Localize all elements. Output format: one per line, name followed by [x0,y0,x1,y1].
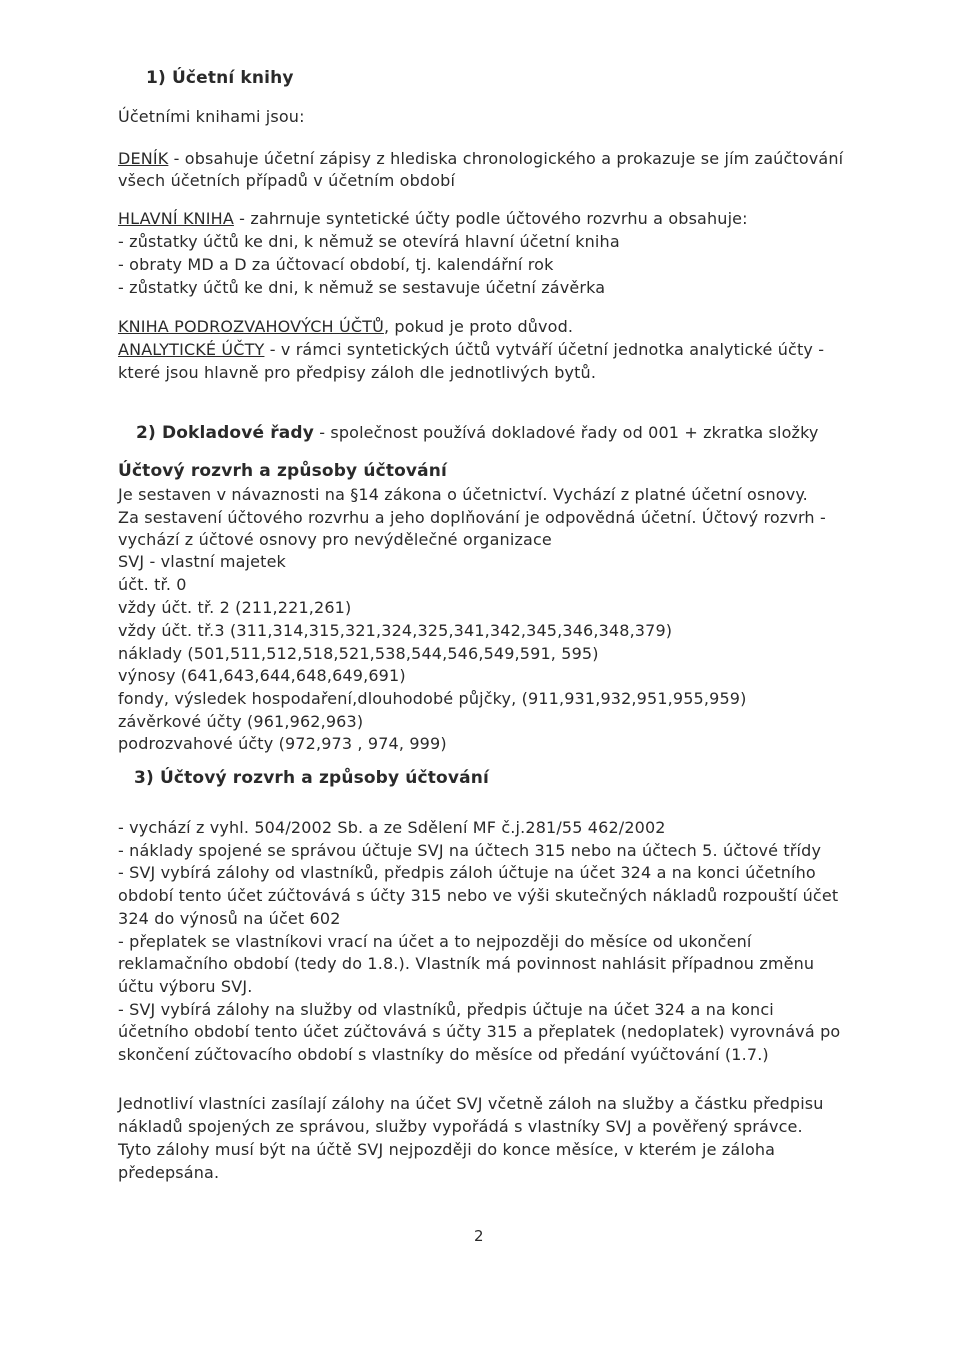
sec3-line: - SVJ vybírá zálohy na služby od vlastníků, předpis účtuje na účet 324 a na konci [118,1000,774,1019]
dokladove-rady-desc: - společnost používá dokladové řady od 001 + zkratka složky [313,423,819,442]
analyticke-desc: - v rámci syntetických účtů vytváří účetní jednotka analytické účty - [264,340,825,359]
sec3-line: - SVJ vybírá zálohy od vlastníků, předpis záloh účtuje na účet 324 a na konci účetního [118,863,816,882]
sec2-line: vychází z účtové osnovy pro nevýdělečné organizace [118,530,552,549]
sec2-line: Za sestavení účtového rozvrhu a jeho doplňování je odpovědná účetní. Účtový rozvrh - [118,508,826,527]
sec2-line: podrozvahové účty (972,973 , 974, 999) [118,734,447,753]
hlavni-item-1: - zůstatky účtů ke dni, k němuž se otevírá hlavní účetní kniha [118,232,620,251]
hlavni-kniha-line [118,209,748,229]
podrozvah-desc: , pokud je proto důvod. [383,317,574,336]
heading-ucetni-knihy: 1) Účetní knihy [146,68,294,88]
sec3-line: - vychází z vyhl. 504/2002 Sb. a ze Sdělení MF č.j.281/55 462/2002 [118,818,666,837]
sec3-line: - přeplatek se vlastníkovi vrací na účet a to nejpozději do měsíce od ukončení [118,932,752,951]
denik-desc: - obsahuje účetní zápisy z hlediska chronologického a prokazuje se jím zaúčtování [168,149,844,168]
page-number: 2 [474,1227,484,1245]
sec3-line: - náklady spojené se správou účtuje SVJ na účtech 315 nebo na účtech 5. účtové třídy [118,841,822,860]
heading-uctovy-rozvrh: Účtový rozvrh a způsoby účtování [118,461,448,481]
analyticke-line2: které jsou hlavně pro předpisy záloh dle jednotlivých bytů. [118,363,597,382]
hlavni-kniha-term: HLAVNÍ KNIHA [118,209,234,228]
podrozvah-term: KNIHA PODROZVAHOVÝCH ÚČTŮ [118,317,384,336]
denik-line [118,149,843,169]
hlavni-kniha-desc: - zahrnuje syntetické účty podle účtového rozvrhu a obsahuje: [233,209,748,228]
sec3-line: účtu výboru SVJ. [118,977,253,996]
heading-section-3: 3) Účtový rozvrh a způsoby účtování [134,768,489,788]
analyticke-term: ANALYTICKÉ ÚČTY [118,340,265,359]
podrozvah-line [118,317,573,337]
sec3-line: účetního období tento účet zúčtovává s účty 315 a přeplatek (nedoplatek) vyrovnává po [118,1022,841,1041]
sec4-line: Jednotliví vlastníci zasílají zálohy na účet SVJ včetně záloh na služby a částku předpisu [118,1094,824,1113]
sec2-line: náklady (501,511,512,518,521,538,544,546,549,591, 595) [118,644,599,663]
hlavni-item-2: - obraty MD a D za účtovací období, tj. kalendářní rok [118,255,554,274]
sec3-line: období tento účet zúčtovává s účty 315 nebo ve výši skutečných nákladů rozpouští účet [118,886,839,905]
denik-line2: všech účetních případů v účetním období [118,171,456,190]
sec4-line: Tyto zálohy musí být na účtě SVJ nejpozději do konce měsíce, v kterém je záloha [118,1140,776,1159]
dokladove-rady-title: 2) Dokladové řady [136,423,314,443]
sec3-line: skončení zúčtovacího období s vlastníky do měsíce od předání vyúčtování (1.7.) [118,1045,769,1064]
sec2-line: vždy účt. tř.3 (311,314,315,321,324,325,341,342,345,346,348,379) [118,621,673,640]
dokladove-rady-line [136,423,819,443]
sec4-line: nákladů spojených ze správou, služby vypořádá s vlastníky SVJ a pověřený správce. [118,1117,803,1136]
sec2-line: výnosy (641,643,644,648,649,691) [118,666,406,685]
sec2-line: Je sestaven v návaznosti na §14 zákona o účetnictví. Vychází z platné účetní osnovy. [118,485,808,504]
sec2-line: fondy, výsledek hospodaření,dlouhodobé půjčky, (911,931,932,951,955,959) [118,689,747,708]
hlavni-item-3: - zůstatky účtů ke dni, k němuž se sestavuje účetní závěrka [118,278,606,297]
denik-term: DENÍK [118,149,169,168]
sec2-line: účt. tř. 0 [118,575,187,594]
sec3-line: 324 do výnosů na účet 602 [118,909,341,928]
analyticke-line [118,340,824,360]
sec4-line: předepsána. [118,1163,220,1182]
sec2-line: SVJ - vlastní majetek [118,552,286,571]
sec3-line: reklamačního období (tedy do 1.8.). Vlastník má povinnost nahlásit případnou změnu [118,954,815,973]
sec2-line: závěrkové účty (961,962,963) [118,712,364,731]
sec2-line: vždy účt. tř. 2 (211,221,261) [118,598,352,617]
intro-text: Účetními knihami jsou: [118,107,305,126]
